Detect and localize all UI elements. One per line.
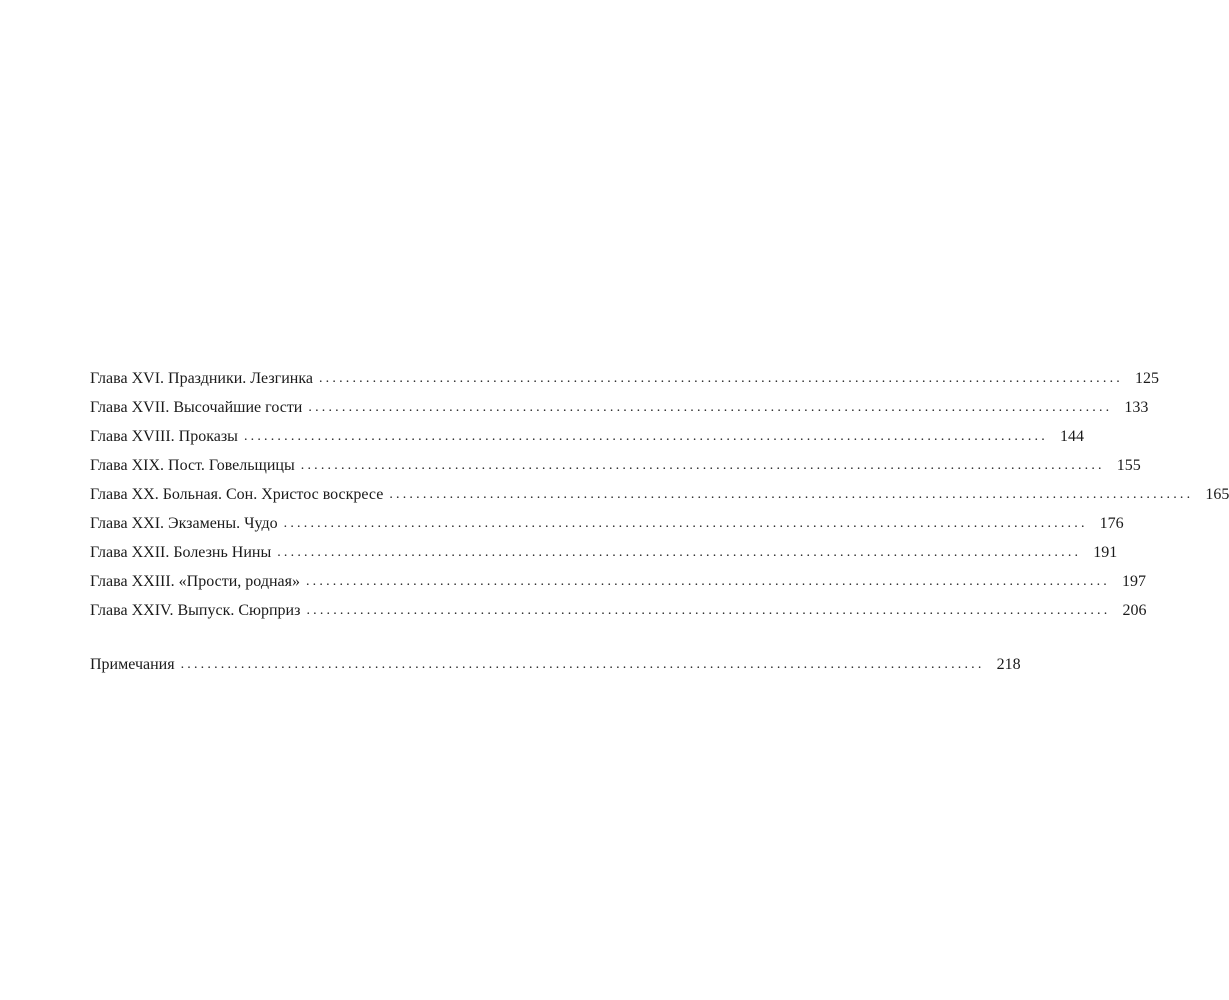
toc-entry-title: Глава XVIII. Проказы	[90, 428, 238, 445]
toc-entry-chapter-18	[90, 422, 1084, 451]
toc-entry-title: Глава XIX. Пост. Говельщицы	[90, 457, 295, 474]
toc-entry-title: Глава XXI. Экзамены. Чудо	[90, 515, 278, 532]
toc-entry-page: 133	[1124, 399, 1149, 416]
toc-entry-chapter-17	[90, 393, 1149, 422]
toc-entry-chapter-24	[90, 596, 1147, 625]
dot-leader: ........................................................................................................................	[277, 545, 1082, 560]
toc-entry-title: Глава XX. Больная. Сон. Христос воскресе	[90, 486, 384, 503]
toc-entry-chapter-22	[90, 538, 1118, 567]
toc-entry-page: 191	[1093, 544, 1118, 561]
toc-entry-title: Глава XXIII. «Прости, родная»	[90, 573, 300, 590]
toc-entry-chapter-16	[90, 364, 1159, 393]
dot-leader: ........................................................................................................................	[318, 371, 1123, 386]
toc-entry-page: 197	[1121, 573, 1146, 590]
toc-entry-title: Глава XXIV. Выпуск. Сюрприз	[90, 602, 301, 619]
dot-leader: ........................................................................................................................	[300, 458, 1105, 473]
toc-entry-page: 165	[1205, 486, 1229, 503]
toc-entry-notes	[90, 650, 1021, 679]
dot-leader: ........................................................................................................................	[308, 400, 1113, 415]
toc-section-gap	[90, 625, 540, 650]
toc-entry-chapter-19	[90, 451, 1141, 480]
toc-entry-page: 176	[1099, 515, 1124, 532]
dot-leader: ........................................................................................................................	[389, 487, 1194, 502]
toc-entry-chapter-20	[90, 480, 1229, 509]
toc-entry-title: Глава XXII. Болезнь Нины	[90, 544, 272, 561]
toc-entry-chapter-21	[90, 509, 1124, 538]
table-of-contents	[90, 364, 1229, 679]
toc-entry-page: 206	[1122, 602, 1147, 619]
toc-entry-page: 218	[996, 656, 1021, 673]
dot-leader: ........................................................................................................................	[180, 657, 985, 672]
dot-leader: ........................................................................................................................	[306, 603, 1111, 618]
toc-entry-page: 144	[1059, 428, 1084, 445]
toc-entry-title: Глава XVI. Праздники. Лезгинка	[90, 370, 313, 387]
dot-leader: ........................................................................................................................	[283, 516, 1088, 531]
dot-leader: ........................................................................................................................	[305, 574, 1110, 589]
toc-entry-page: 155	[1116, 457, 1141, 474]
toc-entry-title: Глава XVII. Высочайшие гости	[90, 399, 303, 416]
toc-entry-chapter-23	[90, 567, 1146, 596]
dot-leader: ........................................................................................................................	[243, 429, 1048, 444]
toc-entry-page: 125	[1134, 370, 1159, 387]
toc-entry-title: Примечания	[90, 656, 175, 673]
